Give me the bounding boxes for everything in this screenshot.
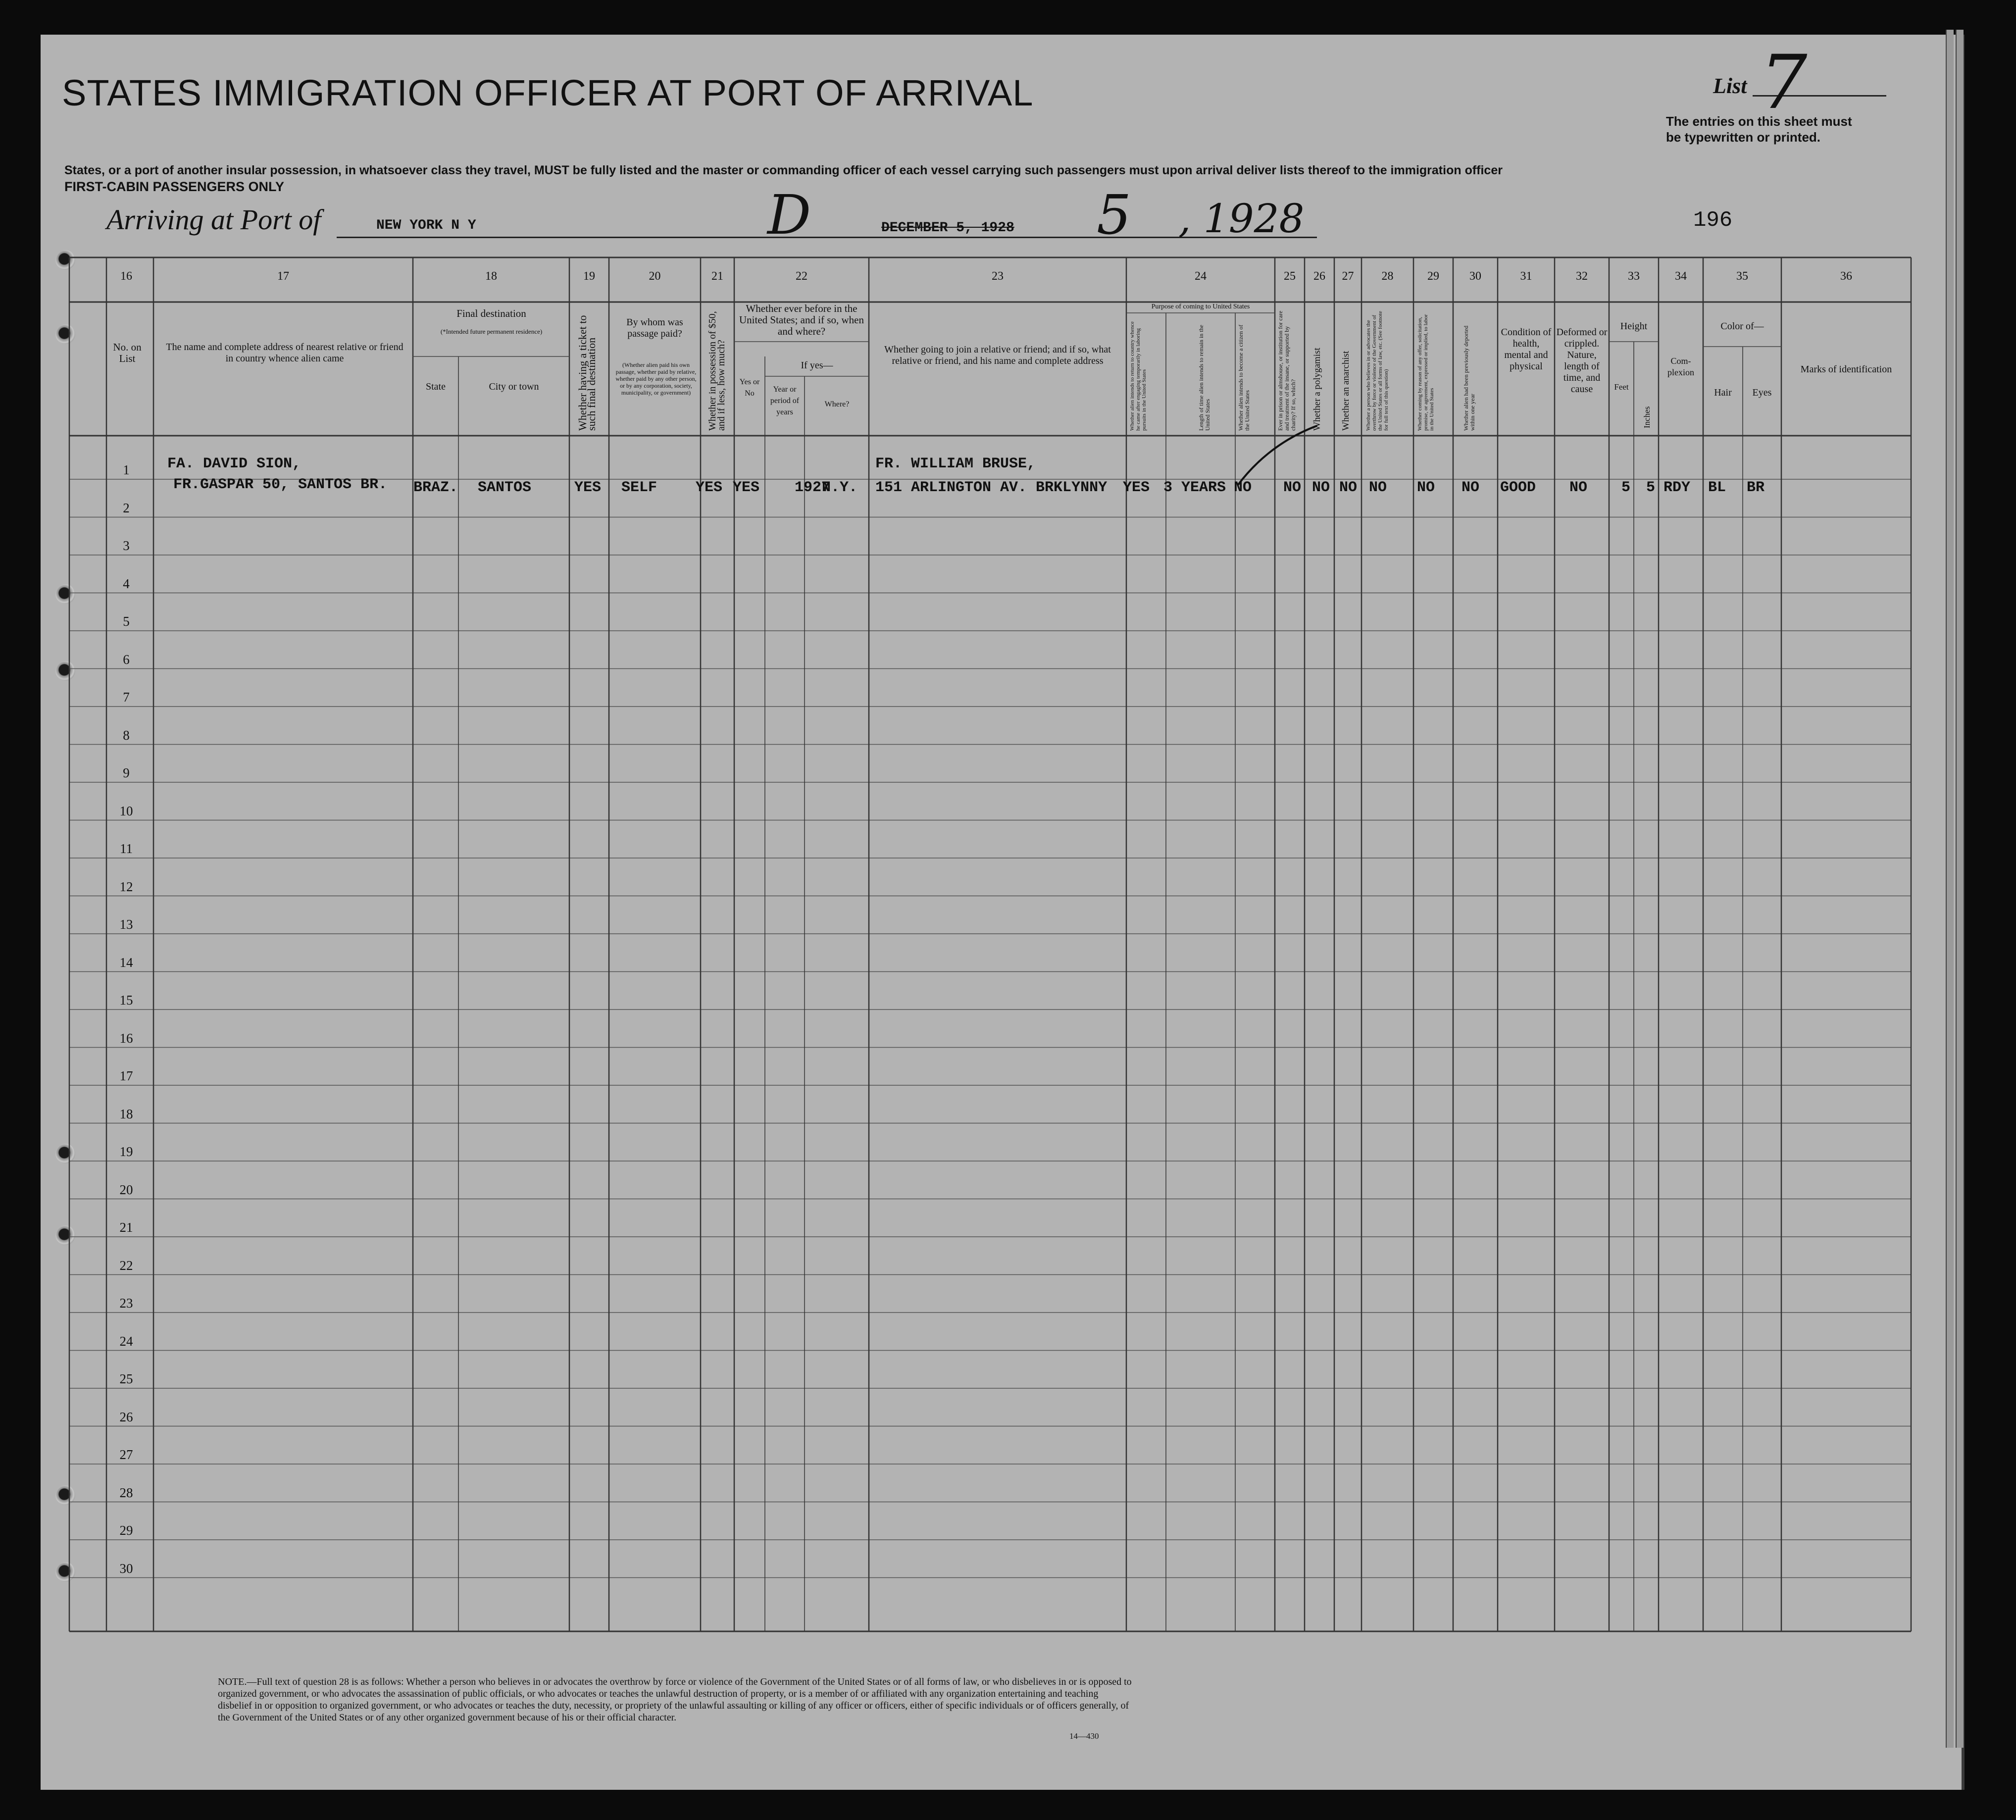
before-where: N.Y. <box>822 479 858 496</box>
row-number: 28 <box>119 1485 133 1500</box>
row-number: 14 <box>119 955 133 970</box>
arriving-label: Arriving at Port of <box>106 203 321 236</box>
deformed-value: NO <box>1569 479 1588 496</box>
header-inches: Inches <box>1642 406 1652 428</box>
col-num: 19 <box>583 270 595 283</box>
col-num: 23 <box>992 270 1004 283</box>
row-number: 11 <box>120 841 133 856</box>
col-num: 24 <box>1195 270 1207 283</box>
col-num: 30 <box>1469 270 1481 283</box>
header-final-destination: Final destination <box>456 307 526 319</box>
row-number: 16 <box>119 1030 133 1046</box>
list-number: 7 <box>1760 40 1808 126</box>
row-number: 21 <box>119 1220 133 1235</box>
row-number: 23 <box>119 1296 133 1311</box>
row-number: 7 <box>123 690 130 705</box>
row-number: 26 <box>119 1409 133 1424</box>
dest-state: BRAZ. <box>413 479 458 496</box>
sequence-number: 196 <box>1693 208 1733 233</box>
header-where: Where? <box>824 400 850 408</box>
row-number: 17 <box>119 1068 133 1083</box>
col-num: 25 <box>1284 270 1296 283</box>
dest-city: SANTOS <box>478 479 532 496</box>
return-value: YES <box>1123 479 1150 496</box>
row-number: 9 <box>123 765 130 780</box>
header-paid-by-note: (Whether alien paid his own passage, whether paid by relative, whether paid by any other person, or by any corporation, society, municipality, or government) <box>615 361 697 396</box>
col-num: 26 <box>1313 270 1325 283</box>
header-marks: Marks of identification <box>1800 364 1892 375</box>
row-number: 19 <box>119 1144 133 1159</box>
date-handwritten-year: , 1928 <box>1178 196 1305 242</box>
header-prison: Ever in prison or almshouse, or institution for care and treatment of the insane, or supported by charity? If so, which? <box>1277 310 1297 431</box>
row-number: 5 <box>123 614 130 629</box>
header-q29: Whether coming by reason of any offer, solicitation, promise, or agreement, expressed or implied, to labor in the United States <box>1417 314 1435 431</box>
anarchist-value: NO <box>1339 479 1358 496</box>
paid-by-value: SELF <box>621 479 657 496</box>
complexion-value: RDY <box>1663 479 1691 496</box>
header-hair: Hair <box>1714 387 1732 398</box>
row-number: 12 <box>119 879 133 894</box>
row-number: 24 <box>119 1333 133 1349</box>
col-num: 21 <box>711 270 723 283</box>
row-number: 3 <box>123 538 130 553</box>
list-note: The entries on this sheet must <box>1666 114 1852 129</box>
q28-value: NO <box>1369 479 1387 496</box>
length-value: 3 YEARS <box>1163 479 1226 496</box>
header-50-dollars: Whether in possession of $50, and if less, how much? <box>707 311 727 431</box>
row-number: 30 <box>119 1561 133 1576</box>
join-address: 151 ARLINGTON AV. BRKLYNNY <box>875 479 1108 496</box>
intro-text: States, or a port of another insular possession, in whatsoever class they travel, MUST be fully listed and the master or commanding officer of each vessel carrying such passengers must upon arrival deliver lists thereof to the immigration officer <box>64 163 1503 177</box>
header-state: State <box>426 381 446 392</box>
header-ticket: Whether having a ticket to such final destination <box>576 315 598 431</box>
join-name: FR. WILLIAM BRUSE, <box>875 455 1036 472</box>
row-number: 29 <box>119 1523 133 1538</box>
header-purpose: Purpose of coming to United States <box>1151 303 1250 310</box>
header-citizen: Whether alien intends to become a citizen of the United States <box>1237 324 1251 431</box>
header-length: Length of time alien intends to remain in the United States <box>1198 325 1211 431</box>
inches-value: 5 <box>1646 479 1656 496</box>
header-polygamist: Whether a polygamist <box>1312 348 1322 431</box>
row-number: 20 <box>119 1182 133 1197</box>
relative-name: FA. DAVID SION, <box>167 455 302 472</box>
relative-address: FR.GASPAR 50, SANTOS BR. <box>173 476 388 493</box>
col-num: 35 <box>1736 270 1748 283</box>
header-join-relative: Whether going to join a relative or friend; and if so, what relative or friend, and his name and complete address <box>884 344 1111 366</box>
feet-value: 5 <box>1621 479 1631 496</box>
polygamist-value: NO <box>1312 479 1330 496</box>
row-number: 6 <box>123 652 130 667</box>
before-yes-no: YES <box>733 479 760 496</box>
header-color-of: Color of— <box>1720 321 1764 332</box>
row-number: 13 <box>119 917 133 932</box>
header-return: Whether alien intends to return to country whence he came after engaging temporarily in laboring pursuits in the United States <box>1129 321 1147 431</box>
row-number: 10 <box>119 803 133 818</box>
health-value: GOOD <box>1500 479 1536 496</box>
form-number: 14—430 <box>1069 1731 1099 1741</box>
header-feet: Feet <box>1614 382 1629 392</box>
date-handwritten-day: 5 <box>1097 183 1131 247</box>
row-number: 8 <box>123 727 130 743</box>
row-number: 1 <box>123 462 130 477</box>
header-if-yes: If yes— <box>801 360 833 371</box>
header-city: City or town <box>489 381 539 392</box>
col-num: 27 <box>1342 270 1354 283</box>
col-num: 20 <box>649 270 661 283</box>
col-num: 22 <box>796 270 807 283</box>
page-title: STATES IMMIGRATION OFFICER AT PORT OF ARRIVAL <box>62 72 1034 113</box>
date-handwritten-month: D <box>767 183 811 247</box>
header-height: Height <box>1620 321 1648 332</box>
col-num: 31 <box>1520 270 1532 283</box>
col-num: 17 <box>277 270 289 283</box>
date-struck: DECEMBER 5, 1928 <box>881 220 1014 236</box>
eyes-value: BR <box>1747 479 1765 496</box>
header-complexion: Com-plexion <box>1667 356 1694 377</box>
col-num: 34 <box>1675 270 1687 283</box>
header-q30: Whether alien had been previously deported within one year <box>1462 325 1476 431</box>
col-num: 28 <box>1381 270 1394 283</box>
row-number: 22 <box>119 1258 133 1273</box>
fifty-dollars-value: YES <box>696 479 723 496</box>
before-year: 1927 <box>795 479 831 496</box>
header-final-destination-note: (*Intended future permanent residence) <box>440 328 543 335</box>
citizen-value: NO <box>1234 479 1252 496</box>
header-yes-no: Yes or No <box>739 378 760 398</box>
header-year: Year or period of years <box>770 385 800 416</box>
header-health: Condition of health, mental and physical <box>1501 327 1552 372</box>
header-before-in-us: Whether ever before in the United States; and if so, when and where? <box>739 303 864 337</box>
col-num: 29 <box>1427 270 1439 283</box>
row-number: 4 <box>123 576 130 591</box>
col-num: 32 <box>1576 270 1588 283</box>
prison-value: NO <box>1283 479 1302 496</box>
ticket-value: YES <box>574 479 602 496</box>
header-deformed: Deformed or crippled. Nature, length of time, and cause <box>1556 327 1608 395</box>
header-paid-by: By whom was passage paid? <box>626 317 683 339</box>
footnote: NOTE.—Full text of question 28 is as follows: Whether a person who believes in or advocates the overthrow by force or violence of the Government of the United States or of all forms of law, or who disbelieves in or is opposed to organized government, or who advocates the assassination of public officials, or who advocates or teaches the unlawful destruction of property, or is a member of or affiliated with any organization entertaining and teaching disbelief in or opposition to organized government, or who advocates or teaches the duty, necessity, or propriety of the unlawful assaulting or killing of any officer or officers, either of specific individuals or of officers generally, of the Government of the United States or of any other organized government because of his or their official character. <box>218 1676 1132 1723</box>
row-number: 25 <box>119 1371 133 1386</box>
q29-value: NO <box>1417 479 1435 496</box>
header-eyes: Eyes <box>1752 387 1772 398</box>
first-cabin-label: FIRST-CABIN PASSENGERS ONLY <box>64 179 285 194</box>
row-number: 27 <box>119 1447 133 1462</box>
q30-value: NO <box>1462 479 1480 496</box>
check-mark <box>1233 421 1322 495</box>
col-num: 36 <box>1840 270 1852 283</box>
hair-value: BL <box>1708 479 1726 496</box>
port-value: NEW YORK N Y <box>376 218 476 233</box>
row-number: 2 <box>123 500 130 515</box>
header-nearest-relative: The name and complete address of nearest relative or friend in country whence alien came <box>166 342 403 364</box>
header-no-on-list: No. on List <box>113 341 142 364</box>
row-number: 18 <box>119 1106 133 1121</box>
list-label: List <box>1713 74 1747 98</box>
list-note: be typewritten or printed. <box>1666 130 1821 145</box>
row-number: 15 <box>119 993 133 1008</box>
header-q28: Whether a person who believes in or advocates the overthrow by force or violence of the Government of the United States or all forms of law, etc. (See footnote for full text of this question) <box>1365 311 1389 431</box>
col-num: 18 <box>485 270 497 283</box>
col-num: 33 <box>1628 270 1640 283</box>
header-anarchist: Whether an anarchist <box>1341 351 1351 431</box>
col-num: 16 <box>120 270 132 283</box>
